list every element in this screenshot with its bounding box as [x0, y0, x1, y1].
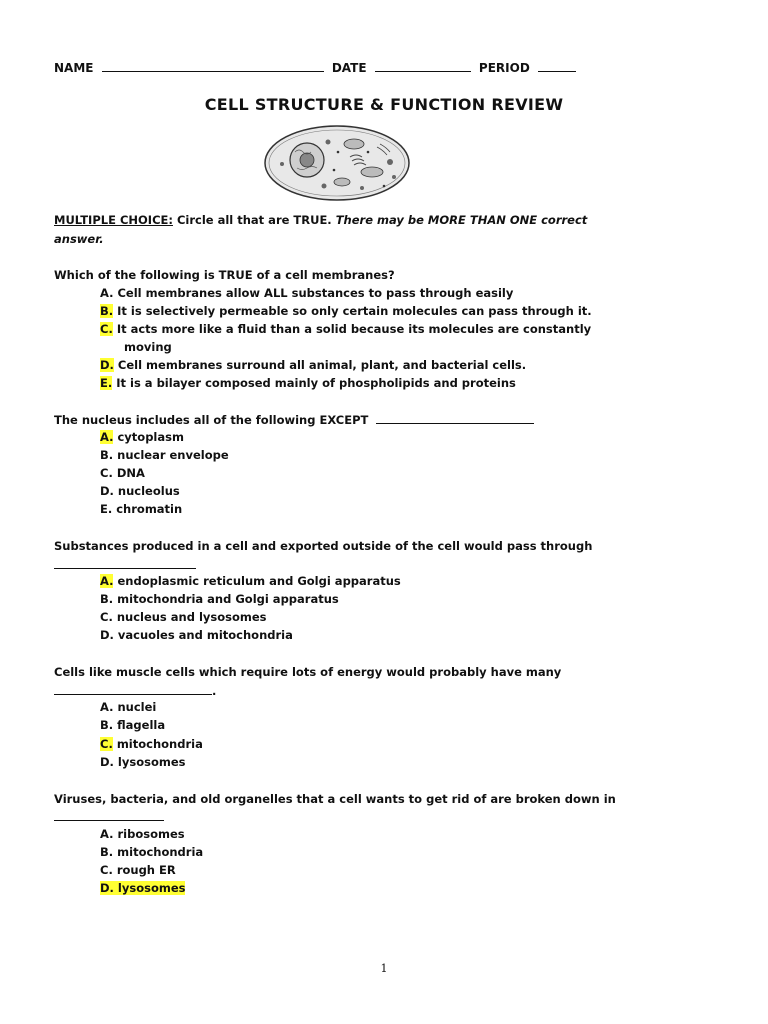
q1-option-a[interactable] [100, 286, 513, 300]
q3-option-b[interactable] [100, 592, 339, 606]
option-text: lysosomes [113, 881, 186, 895]
option-letter: A. [100, 286, 114, 300]
option-letter: D. [100, 881, 114, 895]
option-text: It acts more like a fluid than a solid because its molecules are constantly [112, 322, 592, 336]
option-letter: C. [100, 863, 113, 877]
q4-option-a[interactable] [100, 700, 156, 714]
q2-option-c[interactable] [100, 466, 145, 480]
q5-option-d[interactable] [100, 881, 185, 895]
option-text: mitochondria [112, 737, 203, 751]
q4-option-c[interactable] [100, 737, 203, 751]
option-text: lysosomes [113, 755, 186, 769]
question-3-blank-line [54, 557, 196, 572]
q4-option-b[interactable] [100, 718, 165, 732]
q3-option-c[interactable] [100, 610, 267, 624]
option-text: cytoplasm [113, 430, 184, 444]
option-text: mitochondria and Golgi apparatus [113, 592, 339, 606]
question-5-stem: Viruses, bacteria, and old organelles that a cell wants to get rid of are broken down in [54, 792, 616, 806]
option-letter: D. [100, 628, 114, 642]
option-letter: C. [100, 322, 113, 336]
period-blank [538, 60, 576, 72]
option-letter: B. [100, 448, 114, 462]
date-blank [375, 60, 471, 72]
question-4-blank-line [54, 683, 216, 698]
option-letter: A. [100, 574, 114, 588]
instructions-note-continued: answer. [54, 232, 104, 246]
q1-option-d[interactable] [100, 358, 526, 372]
answer-blank [54, 809, 164, 821]
option-text: ribosomes [113, 827, 185, 841]
option-letter: C. [100, 466, 113, 480]
period-label: PERIOD [478, 61, 530, 75]
instructions [54, 213, 587, 227]
option-text: Cell membranes allow ALL substances to pass through easily [113, 286, 514, 300]
option-text: nucleolus [113, 484, 180, 498]
q3-option-d[interactable] [100, 628, 293, 642]
option-letter: D. [100, 484, 114, 498]
q2-option-d[interactable] [100, 484, 180, 498]
stem-period: . [212, 684, 217, 698]
option-letter: B. [100, 845, 114, 859]
q3-option-a[interactable] [100, 574, 401, 588]
question-3-stem: Substances produced in a cell and exported outside of the cell would pass through [54, 539, 593, 553]
q1-option-e[interactable] [100, 376, 516, 390]
answer-blank [376, 412, 534, 424]
option-text: flagella [113, 718, 166, 732]
option-text: vacuoles and mitochondria [113, 628, 293, 642]
q1-option-c[interactable] [100, 322, 591, 336]
q5-option-a[interactable] [100, 827, 185, 841]
option-letter: D. [100, 755, 114, 769]
option-letter: E. [100, 502, 113, 516]
q1-option-c-continued: moving [124, 340, 172, 354]
option-text: It is selectively permeable so only certain molecules can pass through it. [113, 304, 592, 318]
option-text: It is a bilayer composed mainly of phospholipids and proteins [112, 376, 516, 390]
option-letter: A. [100, 700, 114, 714]
answer-blank [54, 683, 212, 695]
option-letter: A. [100, 430, 114, 444]
q5-option-b[interactable] [100, 845, 203, 859]
instructions-note: There may be MORE THAN ONE correct [335, 213, 588, 227]
instructions-text: Circle all that are TRUE. [172, 213, 336, 227]
question-5-blank-line [54, 809, 164, 824]
option-text: chromatin [112, 502, 183, 516]
answer-blank [54, 557, 196, 569]
option-text: DNA [112, 466, 145, 480]
name-blank [102, 60, 324, 72]
option-letter: E. [100, 376, 113, 390]
option-letter: B. [100, 718, 114, 732]
q1-option-b[interactable] [100, 304, 592, 318]
question-4-stem: Cells like muscle cells which require lots of energy would probably have many [54, 665, 562, 679]
option-letter: D. [100, 358, 114, 372]
stem-text: The nucleus includes all of the following EXCEPT [54, 413, 369, 427]
question-1-stem: Which of the following is TRUE of a cell membranes? [54, 268, 395, 282]
q2-option-e[interactable] [100, 502, 182, 516]
option-letter: C. [100, 737, 113, 751]
option-letter: C. [100, 610, 113, 624]
date-label: DATE [331, 61, 367, 75]
page-title: CELL STRUCTURE & FUNCTION REVIEW [204, 95, 564, 114]
option-text: endoplasmic reticulum and Golgi apparatus [113, 574, 401, 588]
option-text: nuclear envelope [113, 448, 229, 462]
option-text: nuclei [113, 700, 157, 714]
q2-option-b[interactable] [100, 448, 229, 462]
section-label: MULTIPLE CHOICE: [54, 213, 173, 227]
option-text: mitochondria [113, 845, 204, 859]
q2-option-a[interactable] [100, 430, 184, 444]
header-line [54, 60, 576, 75]
animal-cell-illustration [262, 122, 412, 204]
name-label: NAME [54, 61, 94, 75]
option-text: Cell membranes surround all animal, plant, and bacterial cells. [113, 358, 527, 372]
q5-option-c[interactable] [100, 863, 176, 877]
question-2-stem [54, 412, 534, 427]
option-letter: A. [100, 827, 114, 841]
page-number: 1 [380, 962, 388, 975]
option-letter: B. [100, 304, 114, 318]
option-letter: B. [100, 592, 114, 606]
option-text: nucleus and lysosomes [112, 610, 267, 624]
option-letter-highlighted [100, 881, 185, 895]
q4-option-d[interactable] [100, 755, 185, 769]
option-text: rough ER [112, 863, 176, 877]
